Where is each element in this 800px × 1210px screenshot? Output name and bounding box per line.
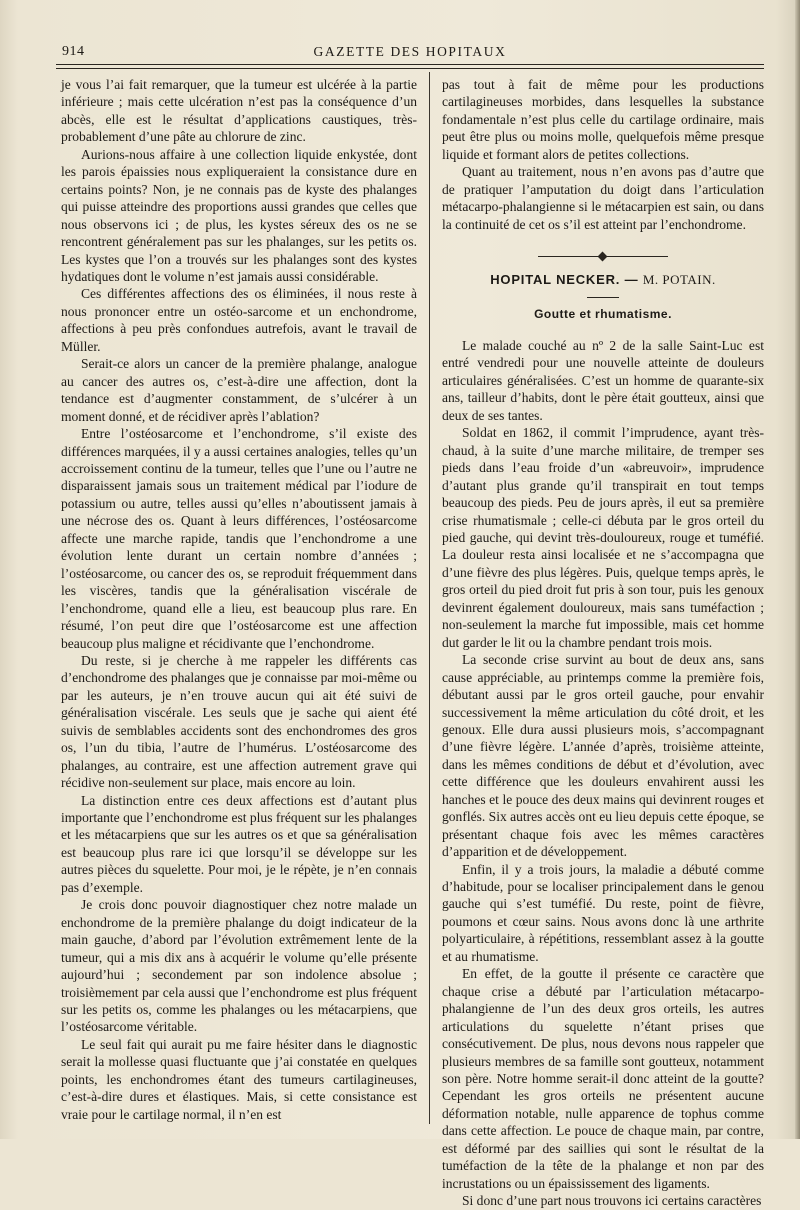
paragraph: Quant au traitement, nous n’en avons pas d’autre que de pratiquer l’amputation du doigt dans l’articulation métacarpo-phalangienne si le métacarpien est sain, ou dans la continuité de cet os s’il est atteint par l’enchondrome. (442, 164, 764, 232)
paragraph: Ces différentes affections des os éliminées, il nous reste à nous prononcer entre un ostéo-sarcome et un enchondrome, affections à peu près confondues autrefois, avant le travail de Müller. (61, 286, 417, 354)
heading-rule (587, 297, 619, 298)
header-rule (56, 64, 764, 69)
paragraph: Le seul fait qui aurait pu me faire hésiter dans le diagnostic serait la mollesse quasi fluctuante que j’ai constatée en quelques points, les enchondromes étant des tumeurs cartilagineuses, c’est-à-dire dures et élastiques. Mais, si cette consistance est vraie pour le cartilage normal, il n’en est (61, 1036, 417, 1122)
article-subtitle: Goutte et rhumatisme. (534, 306, 672, 321)
paragraph: La distinction entre ces deux affections est d’autant plus importante que l’enchondrome est plus fréquent sur les phalanges et les métacarpiens que sur les autres os et que sa généralisation est beaucoup plus rare ici que lorsqu’il se développe sur les autres pièces du squelette. Pour moi, je le répète, je n’en connais pas d’exemple. (61, 792, 417, 895)
page-header (56, 40, 764, 64)
journal-title: GAZETTE DES HOPITAUX (313, 44, 507, 59)
paragraph: Aurions-nous affaire à une collection liquide enkystée, dont les parois épaissies nous expliqueraient la consistance dure en certains points? Non, je ne connais pas de kyste des phalanges qui puisse atteindre des proportions aussi grandes que celles que nous observons ici ; de plus, les kystes séreux des os ne se rencontrent généralement pas sur les phalanges, sur les petits os. Les kystes que l’on a trouvés sur les phalanges sont des kystes hydatiques dont le volume n’est jamais aussi considérable. (61, 146, 417, 284)
paragraph: pas tout à fait de même pour les productions cartilagineuses morbides, dans lesquelles la substance fondamentale n’est plus celle du cartilage ordinaire, mais peut être plus ou moins molle, quelquefois même presque liquide et formant alors de petites collections. (442, 77, 764, 162)
doctor-name: M. POTAIN. (642, 272, 716, 288)
paragraph: Si donc d’une part nous trouvons ici certains caractères (462, 1193, 762, 1209)
paragraph: Le malade couché au nº 2 de la salle Saint-Luc est entré vendredi pour une nouvelle atteinte de douleurs articulaires généralisées. C’est un homme de quarante-six ans, tailleur d’habits, dont le père était goutteux, ainsi que deux de ses tantes. (442, 337, 764, 423)
paragraph: En effet, de la goutte il présente ce caractère que chaque crise a débuté par l’articulation métacarpo-phalangienne de l’un des deux gros orteils, les autres articulations du squelette n’étant prises que consécutivement. De plus, nous devons nous rappeler que plusieurs membres de sa famille sont goutteux, notamment son père. Notre homme serait-il donc atteint de la goutte? Cependant les gros orteils ne présentent aucune déformation notable, nulle apparence de tophus comme dans cette affection. Le pouce de chaque main, par contre, est déformé par des saillies qui sont le résultat de la tuméfaction de la tête de la phalange et non par des incrustations ou un épaississement des ligaments. (442, 966, 764, 1191)
section-divider-ornament (538, 253, 668, 261)
page-number: 914 (62, 44, 85, 59)
paragraph: Je crois donc pouvoir diagnostiquer chez notre malade un enchondrome de la première phalange du doigt indicateur de la main gauche, d’abord par l’évolution extrêmement lente de la tumeur, qui a mis dix ans à acquérir le volume qu’elle présente aujourd’hui ; secondement par son indolence absolue ; troisièmement par cela aussi que l’enchondrome est plus fréquent sur les petits os, comme les phalanges ou les métacarpiens, que l’ostéosarcome véritable. (61, 897, 417, 1035)
column-separator (429, 72, 430, 1124)
left-column (61, 76, 417, 1123)
paragraph: Serait-ce alors un cancer de la première phalange, analogue au cancer des autres os, c’est-à-dire une affection, dont la tendance est d’augmenter constamment, de s’ulcérer à un moment donné, et de récidiver après l’ablation? (61, 356, 417, 424)
paragraph: je vous l’ai fait remarquer, que la tumeur est ulcérée à la partie inférieure ; mais cette ulcération n’est pas la conséquence d’un abcès, elle est le résultat d’applications caustiques, très-probablement d’une pâte au chlorure de zinc. (61, 77, 417, 145)
paragraph: Soldat en 1862, il commit l’imprudence, ayant très-chaud, à la suite d’une marche militaire, de tremper ses pieds dans l’eau froide d’un «abreuvoir», imprudence d’autant plus grande qu’il transpirait en tout temps beaucoup des pieds. Peu de jours après, il eut sa première crise rhumatismale ; celle-ci débuta par le gros orteil du pied gauche, qui devint très-douloureux, rouge et tuméfié. La douleur resta ainsi localisée et ne s’accompagna que d’une fièvre des plus légères. Puis, quelque temps après, le gros orteil du pied droit fut pris à son tour, puis les genoux devinrent également douloureux, mais sans tuméfaction ; non-seulement la marche fut impossible, mais cet homme dut garder le lit ou la chambre pendant trois mois. (442, 425, 764, 650)
ornament-diamond (598, 252, 608, 262)
paragraph: Enfin, il y a trois jours, la maladie a débuté comme d’habitude, pour se localiser principalement dans le genou gauche qui s’est tuméfié. Du reste, point de fièvre, poumons et cœur sains. Nous avons donc là une arthrite polyarticulaire, à répétitions, ressemblant assez à la goutte et au rhumatisme. (442, 861, 764, 964)
hospital-name: HOPITAL NECKER. — (490, 272, 639, 288)
paragraph: Entre l’ostéosarcome et l’enchondrome, s’il existe des différences marquées, il y a aussi certaines analogies, telles qu’un accroissement continu de la tumeur, telles que l’une ou l’autre ne disparaissent jamais sous un traitement médical par l’iodure de potassium ou autre, telles aussi qu’elles n’aboutissent jamais à une nécrose des os. Quant à leurs différences, l’ostéosarcome affecte une marche rapide, tandis que l’enchondrome a une évolution lente durant un certain nombre d’années ; l’ostéosarcome, ou cancer des os, se reproduit fréquemment dans les viscères, tandis que la généralisation viscérale de l’enchondrome, quand elle a lieu, est beaucoup plus rare. En résumé, l’on peut dire que l’ostéosarcome est une affection beaucoup plus maligne et récidivante que l’enchondrome. (61, 426, 417, 651)
page-edge-shadow (795, 0, 800, 1139)
section-heading (442, 271, 764, 288)
paragraph: La seconde crise survint au bout de deux ans, sans cause appréciable, au printemps comme la première fois, débutant aussi par le gros orteil gauche, pour envahir successivement la même articulation du côté droit, et les genoux. Elle dura aussi plusieurs mois, s’accompagnant d’une fièvre légère. L’année d’après, troisième atteinte, dans les mêmes conditions de début et d’évolution, avec cette différence que les douleurs envahirent aussi les hanches et le pouce des deux mains qui devinrent rouges et gonflés. Six autres accès ont eu lieu depuis cette époque, se présentant chaque fois avec les mêmes caractères d’apparition et de développement. (442, 652, 765, 860)
right-column (442, 76, 764, 1210)
paragraph: Du reste, si je cherche à me rappeler les différents cas d’enchondrome des phalanges que je connaisse par moi-même ou par les auteurs, je n’en trouve aucun qui ait été suivi de généralisation viscérale. Les seuls que je sache qui aient été suivis de semblables accidents sont des enchondromes des gros os, l’un du tibia, l’autre de l’humérus. L’ostéosarcome des phalanges, au contraire, est une affection autrement grave qui récidive non-seulement sur place, mais encore au loin. (61, 652, 417, 791)
